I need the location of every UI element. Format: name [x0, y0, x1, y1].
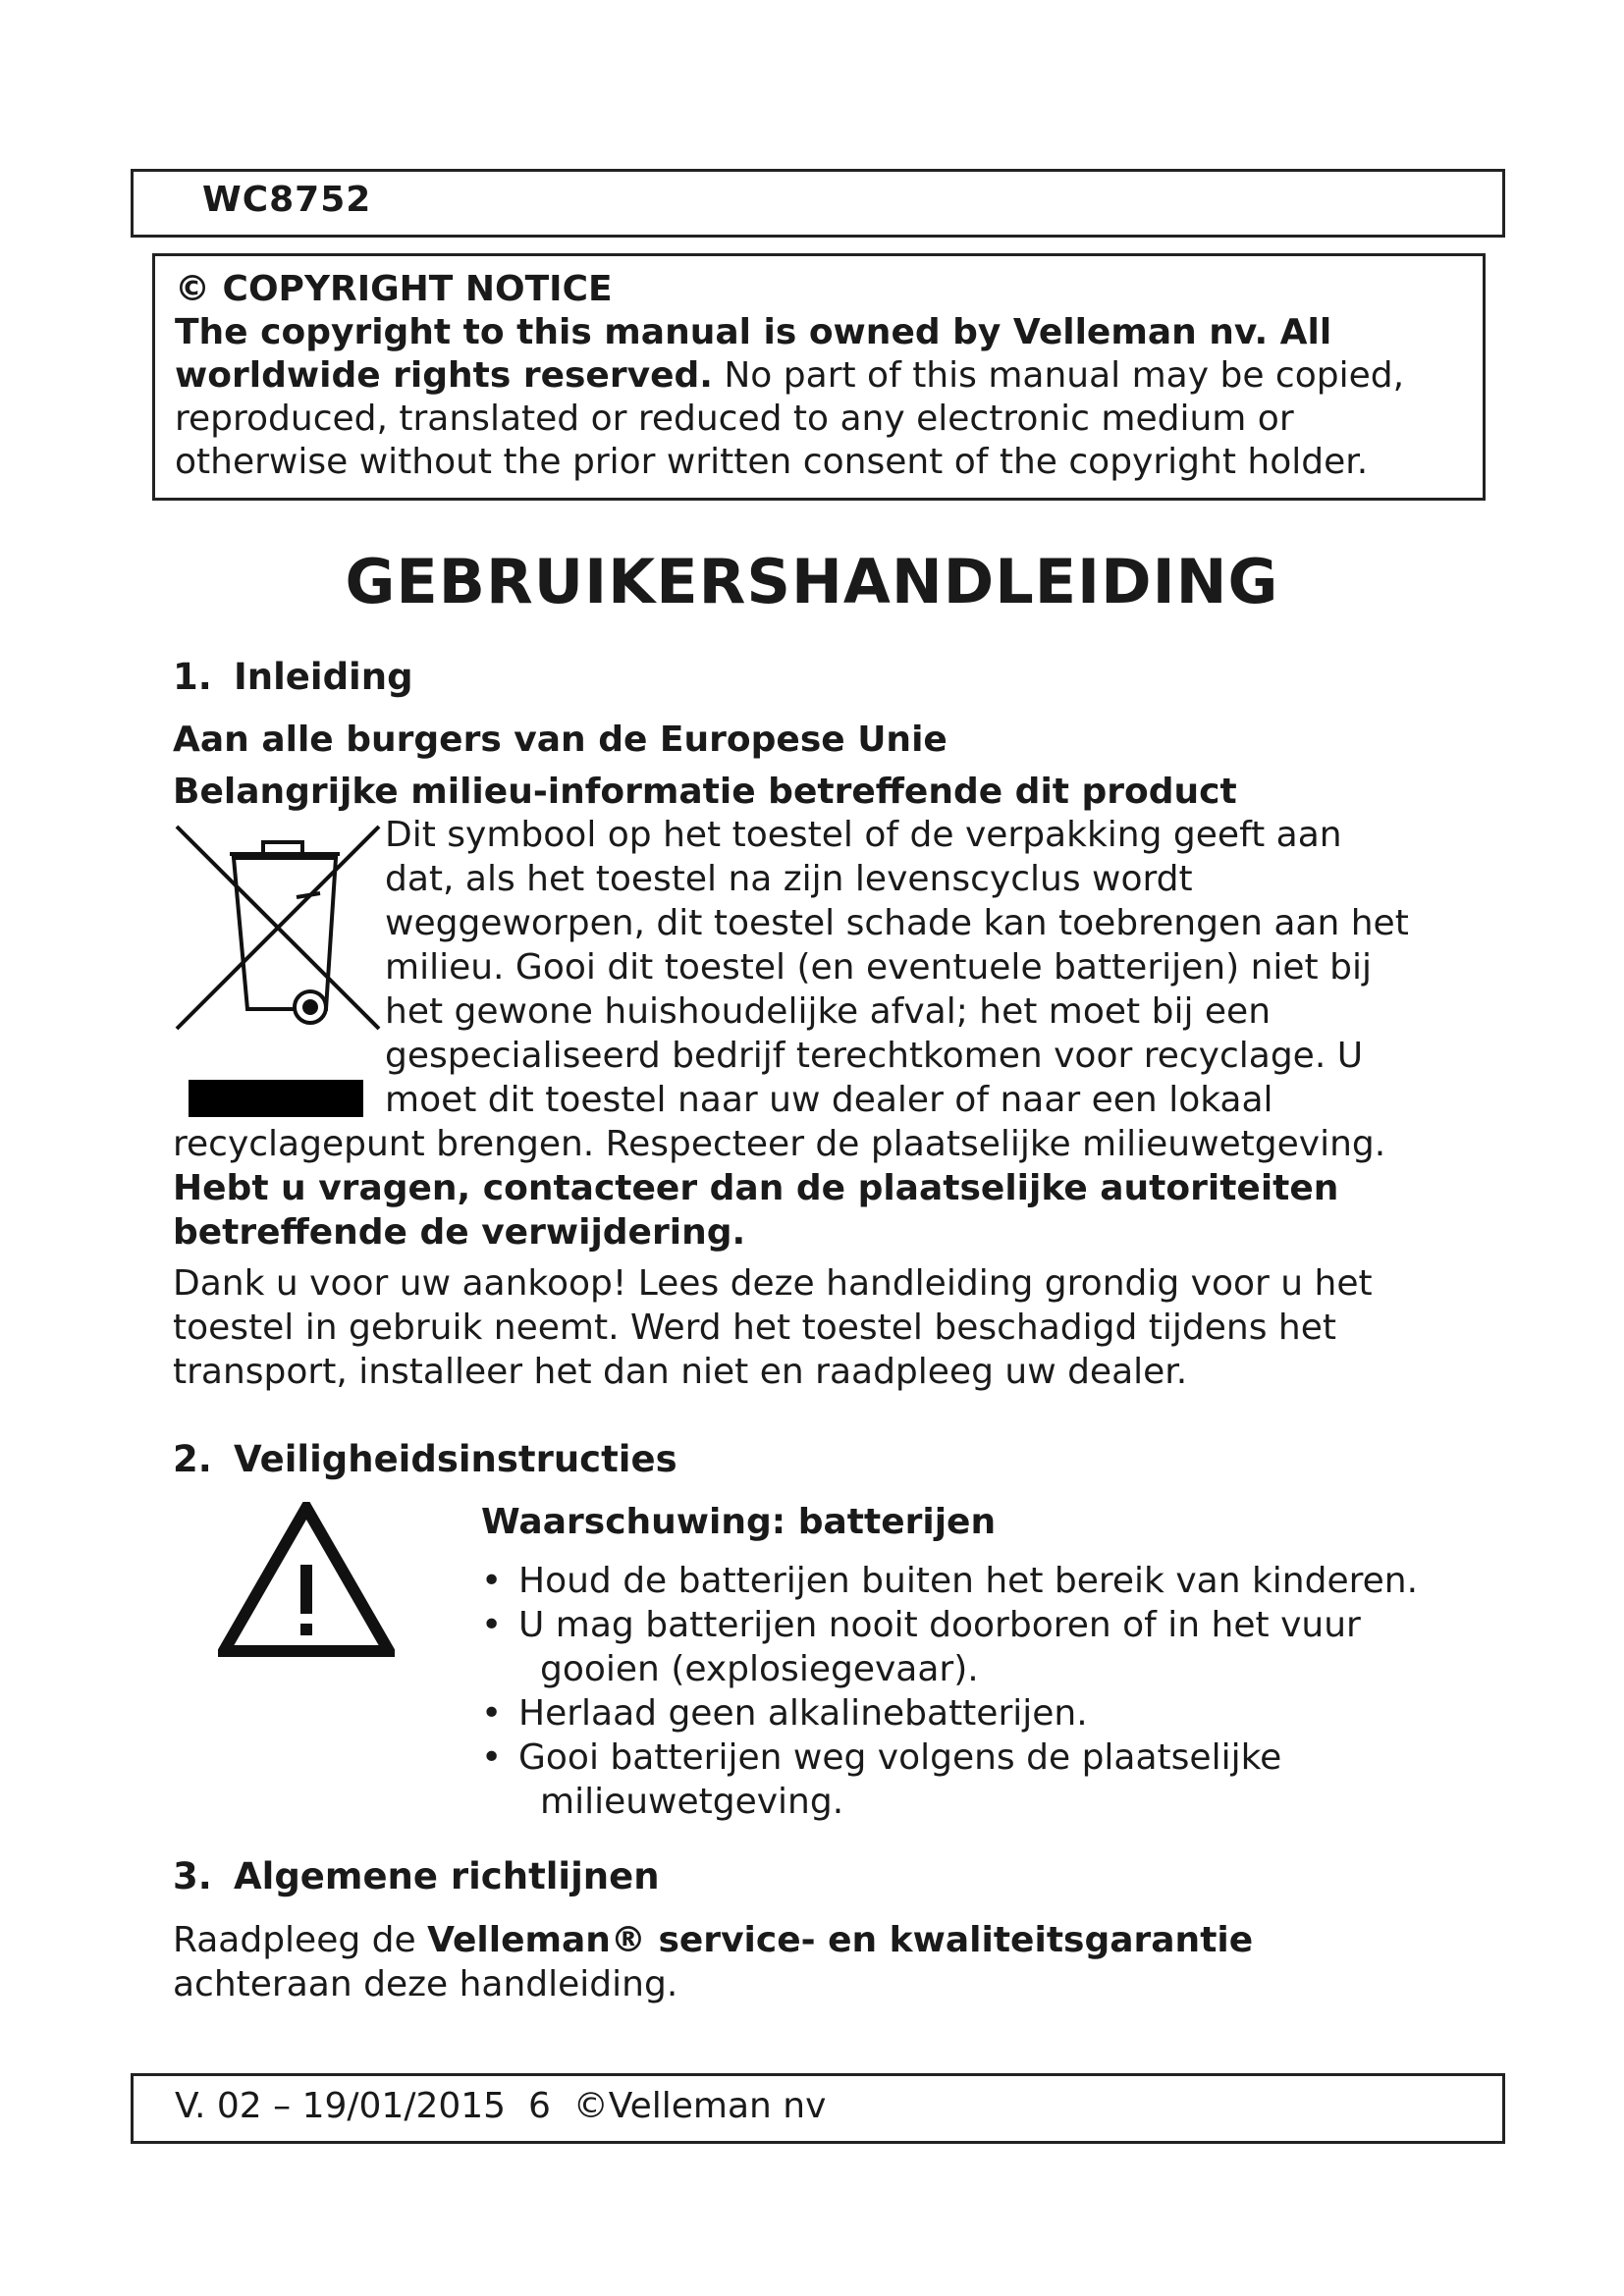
thanks-line: transport, installeer het dan niet en raadpleeg uw dealer. [173, 1352, 1188, 1392]
list-item: • Herlaad geen alkalinebatterijen. [481, 1693, 1088, 1734]
footer-text: V. 02 – 19/01/2015 6 ©Velleman nv [175, 2086, 827, 2126]
model-number: WC8752 [202, 180, 372, 220]
guidelines-post: achteraan deze handleiding. [173, 1964, 678, 2004]
copyright-bold-text: The copyright to this manual is owned by Velleman nv. All worldwide rights reserved. [175, 312, 1332, 396]
weee-crossed-bin-icon [173, 825, 389, 1119]
section-3-number: 3. [173, 1855, 212, 1897]
model-header [131, 169, 1505, 238]
section-2-title: Veiligheidsinstructies [234, 1438, 677, 1480]
bullet-line-cont: gooien (explosiegevaar). [540, 1649, 979, 1689]
guidelines-pre: Raadpleeg de [173, 1920, 428, 1960]
bullet-line: U mag batterijen nooit doorboren of in het vuur [518, 1605, 1361, 1645]
section-3-heading [173, 1855, 660, 1897]
list-item: • Houd de batterijen buiten het bereik van kinderen. [481, 1561, 1419, 1601]
weee-line: het gewone huishoudelijke afval; het moet bij een [385, 991, 1272, 1032]
list-item: • Gooi batterijen weg volgens de plaatselijke milieuwetgeving. [481, 1735, 1492, 1824]
weee-line: gespecialiseerd bedrijf terechtkomen voor recyclage. U [385, 1036, 1364, 1076]
bullet-line: Gooi batterijen weg volgens de plaatselijke [518, 1737, 1282, 1778]
weee-line: milieu. Gooi dit toestel (en eventuele batterijen) niet bij [385, 947, 1372, 988]
weee-line: dat, als het toestel na zijn levenscyclus wordt [385, 859, 1193, 899]
thanks-text [173, 1261, 1373, 1394]
thanks-line: toestel in gebruik neemt. Werd het toestel beschadigd tijdens het [173, 1308, 1336, 1348]
weee-line: weggeworpen, dit toestel schade kan toebrengen aan het [385, 903, 1409, 943]
warning-triangle-icon [218, 1502, 395, 1659]
section-3-title: Algemene richtlijnen [234, 1855, 660, 1897]
section-1-number: 1. [173, 656, 212, 698]
weee-line: moet dit toestel naar uw dealer of naar een lokaal [385, 1080, 1273, 1120]
section-2-heading [173, 1438, 677, 1480]
section-1-sub2: Belangrijke milieu-informatie betreffende dit product [173, 772, 1237, 812]
guidelines-text [173, 1918, 1253, 2006]
bold-line: betreffende de verwijdering. [173, 1212, 746, 1253]
section-1-title: Inleiding [234, 656, 413, 698]
bold-line: Hebt u vragen, contacteer dan de plaatselijke autoriteiten [173, 1168, 1339, 1208]
list-item: • U mag batterijen nooit doorboren of in het vuur gooien (explosiegevaar). [481, 1603, 1492, 1691]
contact-authorities-text [173, 1166, 1338, 1255]
guarantee-reference: Velleman® service- en kwaliteitsgarantie [427, 1920, 1254, 1960]
copyright-heading: © COPYRIGHT NOTICE [175, 269, 613, 309]
copyright-text: No part of this manual may be copied, reproduced, translated or reduced to any electronic medium or otherwise without the prior written consent of the copyright holder. [175, 355, 1405, 482]
weee-wrap-text [385, 813, 1409, 1122]
thanks-line: Dank u voor uw aankoop! Lees deze handleiding grondig voor u het [173, 1263, 1373, 1304]
bullet-line-cont: milieuwetgeving. [540, 1782, 844, 1822]
battery-warnings-list [481, 1559, 1492, 1824]
weee-line: Dit symbool op het toestel of de verpakking geeft aan [385, 815, 1342, 855]
warning-title: Waarschuwing: batterijen [481, 1502, 997, 1542]
page-footer [131, 2073, 1505, 2144]
bullet-line: Houd de batterijen buiten het bereik van kinderen. [518, 1561, 1419, 1601]
section-1-heading [173, 656, 413, 698]
copyright-notice [152, 253, 1486, 501]
section-2-number: 2. [173, 1438, 212, 1480]
bullet-line: Herlaad geen alkalinebatterijen. [518, 1693, 1088, 1734]
section-1-sub1: Aan alle burgers van de Europese Unie [173, 720, 947, 760]
page-title: GEBRUIKERSHANDLEIDING [345, 546, 1279, 617]
weee-full-line: recyclagepunt brengen. Respecteer de plaatselijke milieuwetgeving. [173, 1124, 1386, 1164]
